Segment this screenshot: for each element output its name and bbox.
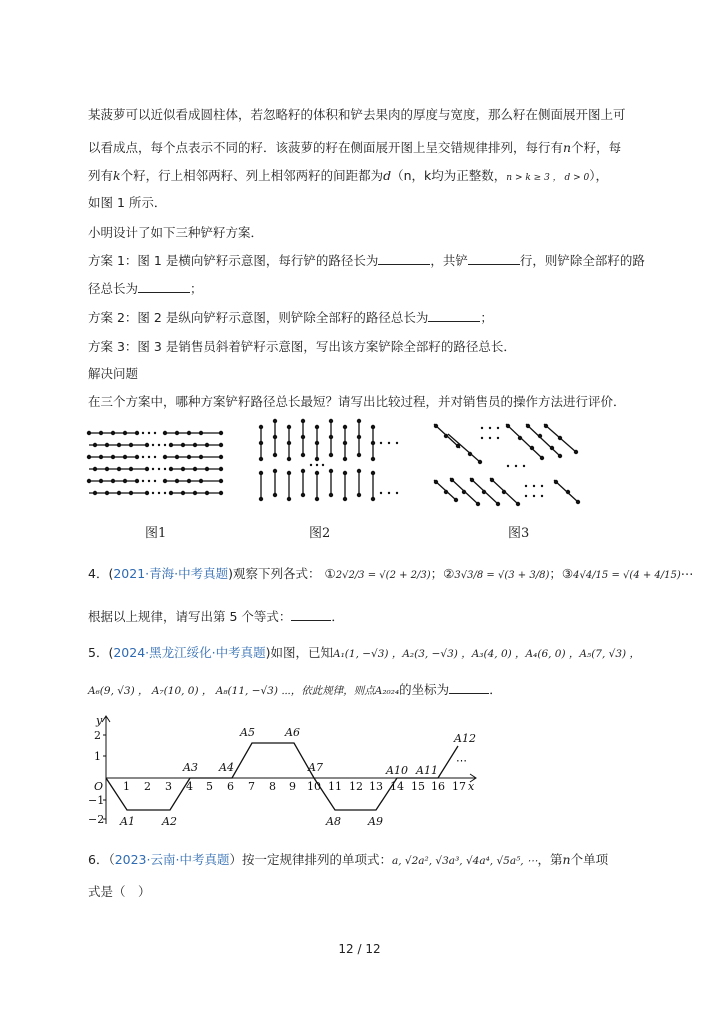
para-line-4: 如图 1 所示． (88, 195, 167, 210)
answer-blank[interactable] (378, 252, 430, 265)
q4-e2-mark: ；② (430, 566, 455, 581)
q6-source-link[interactable]: 2023·云南·中考真题 (114, 852, 230, 867)
point-label: A6 (285, 726, 300, 739)
y-tick-label: −2 (88, 813, 105, 826)
point-label: A5 (240, 726, 255, 739)
q5-a2024: A₂₀₂₄ (374, 685, 400, 697)
y-tick-label: 1 (94, 750, 101, 763)
para-line-3-c: （n，k均为正整数， (391, 168, 507, 183)
question-line: 在三个方案中，哪种方案铲籽路径总长最短？请写出比较过程，并对销售员的操作方法进行评价． (88, 394, 626, 409)
q6-after-n: 个单项 (570, 852, 609, 867)
q4-line (88, 564, 693, 582)
var-n: n (563, 140, 572, 155)
point-label: A8 (326, 815, 341, 828)
x-tick-label: 12 (349, 780, 363, 793)
q4-dots: ⋯ (680, 566, 694, 581)
plan-1-line (88, 251, 645, 269)
para-line-2-end: 个籽，每 (571, 140, 622, 155)
q6-expression: a, √2a², √3a³, √4a⁴, √5a⁵, ⋯ (391, 855, 538, 867)
figure-1 (85, 425, 230, 503)
q4-e3-mark: ；③ (549, 566, 574, 581)
point-label: A4 (219, 761, 234, 774)
q5-points-1: A₁(1, −√3) ，A₂(3, −√3) ，A₃(4, 0) ，A₄(6, 0) ，A₅(7, √3) ， (333, 648, 640, 660)
page-number: 12 / 12 (338, 942, 381, 956)
para-line-5: 小明设计了如下三种铲籽方案． (88, 225, 264, 240)
answer-blank[interactable] (138, 280, 190, 293)
q4-e3-rhs: 4 + 4/15 (633, 570, 677, 581)
point-label: A10 (386, 764, 408, 777)
x-tick-label: 1 (123, 780, 130, 793)
plan-1-b: ，共铲 (430, 253, 468, 268)
q4-source-link[interactable]: 2021·青海·中考真题 (113, 566, 229, 581)
var-k: k (113, 168, 121, 183)
point-label: A3 (183, 761, 198, 774)
figure-1-caption: 图1 (145, 526, 167, 541)
q4-e1-mark: ① (324, 566, 336, 581)
x-tick-label: 14 (390, 780, 404, 793)
x-tick-label: 3 (165, 780, 172, 793)
origin-label: O (94, 780, 104, 793)
point-label: A9 (368, 815, 383, 828)
figure-3 (430, 418, 585, 508)
para-line-2-text: 以看成点，每个点表示不同的籽．该菠萝的籽在侧面展开图上呈交错规律排列，每行有 (88, 140, 564, 155)
condition-expr: n > k ≥ 3 ， d > 0 (506, 173, 590, 183)
x-tick-label: 7 (248, 780, 255, 793)
x-tick-label: 5 (206, 780, 213, 793)
y-tick-label: 2 (94, 729, 101, 742)
q4-intro: )观察下列各式： (228, 566, 321, 581)
answer-blank[interactable] (449, 681, 489, 694)
para-line-3-d: ）， (589, 168, 609, 183)
plan-2-line (88, 308, 493, 326)
x-axis-label: x (468, 780, 475, 793)
q4-end: ． (331, 609, 344, 624)
coordinate-graph (86, 712, 486, 834)
q4-num: 4．( (88, 566, 114, 581)
x-tick-label: 17 (452, 780, 466, 793)
x-tick-label: 11 (328, 780, 342, 793)
plan-1-c: 行，则铲除全部籽的路 (519, 253, 645, 268)
q6-line (88, 850, 608, 868)
q5-points-2: A₆(9, √3) ， A₇(10, 0) ， A₈(11, −√3) ⋯，依此规律，则点 (88, 685, 375, 697)
y-tick-label: −1 (88, 794, 105, 807)
x-tick-label: 6 (227, 780, 234, 793)
para-line-1: 某菠萝可以近似看成圆柱体，若忽略籽的体积和铲去果肉的厚度与宽度，那么籽在侧面展开图上可 (88, 107, 626, 122)
var-d: d (383, 168, 392, 183)
x-tick-label: 2 (144, 780, 151, 793)
q5-after: 的坐标为 (399, 682, 450, 697)
q6-after: ，第 (537, 852, 563, 867)
q4-rule: 根据以上规律，请写出第 5 个等式： (88, 609, 292, 624)
plan-3-line: 方案 3：图 3 是销售员斜着铲籽示意图，写出该方案铲除全部籽的路径总长． (88, 339, 516, 354)
figure-2-caption: 图2 (309, 526, 331, 541)
plan-2-b: ； (480, 310, 493, 325)
answer-blank[interactable] (468, 252, 520, 265)
q6-var-n: n (562, 852, 571, 867)
figure-3-caption: 图3 (508, 526, 530, 541)
q5-source-link[interactable]: 2024·黑龙江绥化·中考真题 (113, 645, 266, 660)
answer-blank[interactable] (428, 309, 480, 322)
q4-e3-lhs: 4 (573, 570, 580, 581)
q5-end: ． (489, 682, 502, 697)
plan-1-line-2 (88, 279, 203, 297)
q4-eq-2: 3√3/8 = √(3 + 3/8) (454, 570, 550, 581)
q4-eq-1: 2√2/3 = √(2 + 2/3) (335, 570, 431, 581)
plan-1-e: ； (190, 281, 203, 296)
plan-1-d: 径总长为 (88, 281, 139, 296)
q4-e1-frac: 2/3 (348, 570, 365, 581)
para-line-2 (88, 138, 621, 156)
q6-num: 6．（ (88, 852, 115, 867)
x-tick-label: 4 (186, 780, 193, 793)
para-line-3 (88, 166, 608, 184)
point-label: A7 (308, 761, 323, 774)
q5-num: 5．( (88, 645, 114, 660)
q4-e2-rhs: 3 + 3/8 (508, 570, 546, 581)
q6-intro: ）按一定规律排列的单项式： (229, 852, 392, 867)
q5-intro: )如图，已知 (265, 645, 333, 660)
q4-rule-line (88, 607, 344, 625)
point-label: A2 (162, 815, 177, 828)
plan-1-a: 方案 1：图 1 是横向铲籽示意图，每行铲的路径长为 (88, 253, 379, 268)
x-tick-label: 10 (307, 780, 321, 793)
q4-e3-frac: 4/15 (585, 570, 609, 581)
y-axis-label: y (96, 714, 103, 727)
q6-line-2: 式是（ ） (88, 884, 151, 899)
q4-e1-rhs: 2 + 2/3 (389, 570, 427, 581)
para-line-3-a: 列有 (88, 168, 114, 183)
q4-e2-frac: 3/8 (467, 570, 484, 581)
x-tick-label: 8 (269, 780, 276, 793)
x-tick-label: 9 (289, 780, 296, 793)
solve-heading: 解决问题 (88, 366, 139, 381)
q4-e1-lhs: 2 (335, 570, 343, 581)
point-label: A1 (120, 815, 135, 828)
plan-2-a: 方案 2：图 2 是纵向铲籽示意图，则铲除全部籽的路径总长为 (88, 310, 429, 325)
x-tick-label: 16 (431, 780, 445, 793)
q5-line-2 (88, 680, 502, 698)
q5-line (88, 643, 640, 661)
graph-dots: ⋯ (456, 754, 467, 767)
point-label: A12 (454, 732, 476, 745)
answer-blank[interactable] (291, 608, 331, 621)
point-label: A11 (416, 764, 438, 777)
q4-e2-lhs: 3 (454, 570, 461, 581)
figure-2 (253, 415, 408, 505)
para-line-3-b: 个籽，行上相邻两籽、列上相邻两籽的间距都为 (120, 168, 384, 183)
x-tick-label: 15 (411, 780, 425, 793)
x-tick-label: 13 (369, 780, 383, 793)
q4-eq-3: 4√4/15 = √(4 + 4/15) (573, 570, 681, 581)
